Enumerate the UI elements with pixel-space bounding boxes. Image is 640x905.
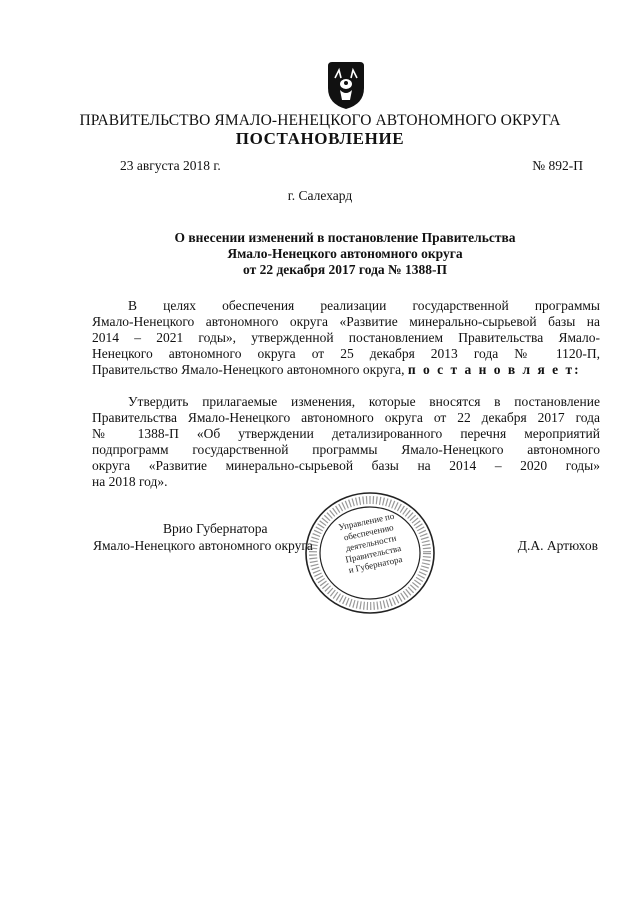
- paragraph-line: [92, 362, 600, 378]
- title-line: от 22 декабря 2017 года № 1388-П: [243, 262, 447, 277]
- paragraph-line: округа «Развитие минерально-сырьевой базы на 2014 – 2020 годы»: [92, 458, 600, 473]
- signatory-position: Врио Губернатора: [163, 521, 268, 536]
- document-type: ПОСТАНОВЛЕНИЕ: [235, 129, 405, 148]
- paragraph-line: на 2018 год».: [92, 474, 168, 489]
- resolves-emphasis: п о с т а н о в л я е т:: [407, 362, 581, 377]
- document-date: 23 августа 2018 г.: [120, 158, 221, 173]
- paragraph-line: Правительства Ямало-Ненецкого автономного округа от 22 декабря 2017 года: [92, 410, 600, 425]
- document-number: № 892-П: [532, 158, 583, 173]
- paragraph-text: Правительство Ямало-Ненецкого автономного округа,: [92, 362, 405, 377]
- government-name: ПРАВИТЕЛЬСТВО ЯМАЛО-НЕНЕЦКОГО АВТОНОМНОГО ОКРУГА: [79, 112, 561, 129]
- paragraph-preamble: [92, 298, 600, 378]
- signatory-name: Д.А. Артюхов: [517, 538, 598, 553]
- paragraph-line: В целях обеспечения реализации государственной программы: [128, 298, 600, 313]
- paragraph-line: Утвердить прилагаемые изменения, которые вносятся в постановление: [128, 394, 600, 409]
- document-title: [100, 230, 590, 278]
- signatory-position: Ямало-Ненецкого автономного округа: [93, 538, 313, 553]
- title-line: Ямало-Ненецкого автономного округа: [227, 246, 463, 261]
- paragraph-line: Ямало-Ненецкого автономного округа «Развитие минерально-сырьевой базы на: [92, 314, 600, 329]
- paragraph-line: подпрограмм государственной программы Ямало-Ненецкого автономного: [92, 442, 600, 457]
- paragraph-decision: [92, 394, 600, 490]
- seal-inner-text: Управление по обеспечению деятельности Правительства и Губернатора: [337, 510, 404, 576]
- paragraph-line: Ненецкого автономного округа от 25 декабря 2013 года № 1120-П,: [92, 346, 600, 361]
- coat-of-arms-icon: [326, 60, 366, 110]
- paragraph-line: 2014 – 2021 годы», утвержденной постановлением Правительства Ямало-: [92, 330, 600, 345]
- official-seal-icon: [301, 488, 439, 618]
- paragraph-line: № 1388-П «Об утверждении детализированного перечня мероприятий: [92, 426, 600, 441]
- document-city: г. Салехард: [287, 188, 353, 203]
- title-line: О внесении изменений в постановление Правительства: [174, 230, 516, 245]
